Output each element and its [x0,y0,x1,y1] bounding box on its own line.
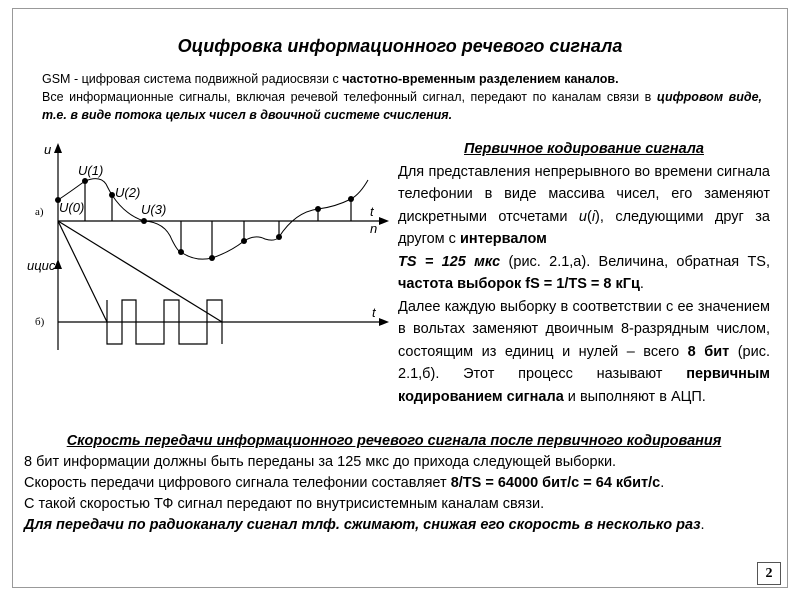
speed-line-1: 8 бит информации должны быть переданы за 125 мкс до прихода следующей выборки. [24,454,617,470]
arrow-right-icon [379,217,389,225]
arrow-up-icon [54,143,62,153]
signal-curve [58,179,368,260]
sample-points [54,143,389,326]
intro-line1-bold: частотно-временным разделением каналов. [342,72,619,86]
primary-coding-heading: Первичное кодирование сигнала [464,141,704,157]
label-a: а) [35,206,44,218]
arrow-right-icon [379,318,389,326]
primary-paragraph-1: Для представления непрерывного во времени сигнала телефонии в виде массива чисел, его заменяют дискретными отсчетами u(i), следующими друг за другом с интервалом TS = 125 мкс (рис. 2.1,а). Величина, обратная TS, частота выборок fS = 1/TS = 8 кГц. [398,163,771,292]
primary-coding-section [398,138,770,408]
label-u3: U(3) [141,202,167,217]
label-t-a: t [370,204,374,219]
label-b: б) [35,316,45,328]
primary-paragraph-2: Далее каждую выборку в соответствии с ее значением в вольтах заменяют двоичным 8-разрядным числом, состоящим из единиц и нулей – всего 8 бит (рис. 2.1,б). Этот процесс называют первичным кодированием сигнала и выполняют в АЦП. [398,298,770,405]
intro-line1: GSM - цифровая система подвижной радиосвязи с [42,72,343,86]
label-n: n [370,221,378,236]
speed-line-4: Для передачи по радиоканалу сигнал тлф. сжимают, снижая его скорость в несколько раз. [24,517,705,533]
label-u: u [44,142,52,157]
speed-line-2: Скорость передачи цифрового сигнала телефонии составляет 8/TS = 64000 бит/с = 64 кбит/с. [24,475,665,491]
label-u2: U(2) [115,185,141,200]
speed-heading: Скорость передачи информационного речевого сигнала после первичного кодирования [66,433,722,449]
page-number: 2 [757,562,781,585]
speed-line-3: С такой скоростью ТФ сигнал передают по внутрисистемным каналам связи. [24,496,545,512]
speed-section [24,431,764,536]
intro-line2: Все информационные сигналы, включая речевой телефонный сигнал, передают по каналам связи в [42,90,657,104]
intro-line2-bold: цифровом виде, т.е. в виде потока целых чисел в двоичной системе счисления. [42,90,762,122]
sampling-figure [0,0,400,360]
label-ucis: uцис [27,258,56,273]
label-u0: U(0) [59,200,85,215]
label-u1: U(1) [78,163,104,178]
slide-title: Оцифровка информационного речевого сигнала [177,36,623,56]
label-t-b: t [372,305,376,320]
